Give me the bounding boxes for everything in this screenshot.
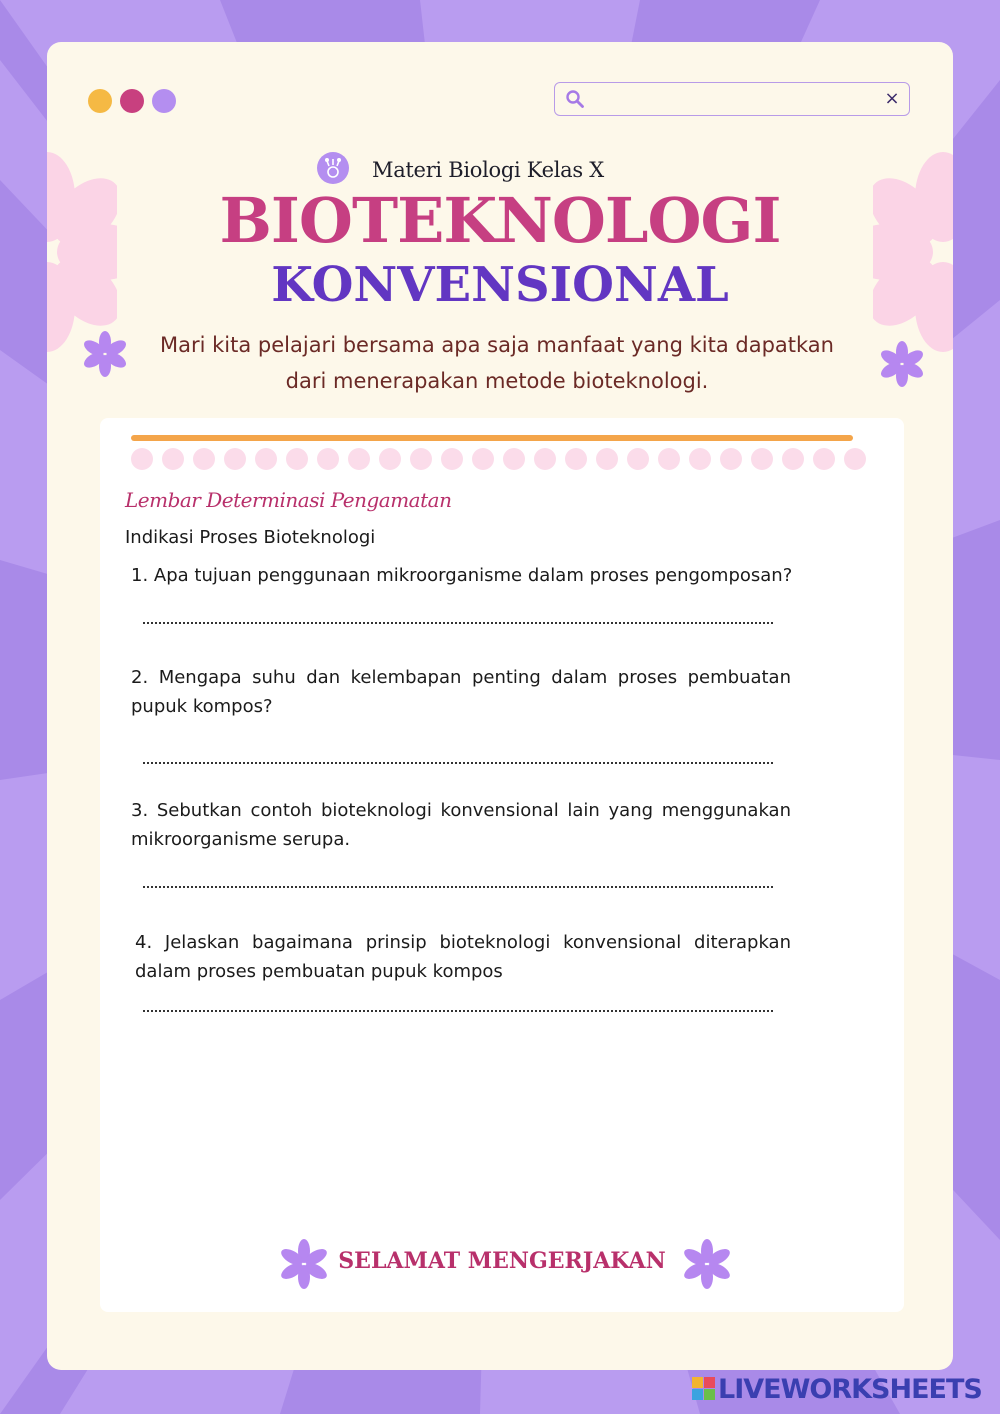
question-2: 2. Mengapa suhu dan kelembapan penting dalam proses pembuatan pupuk kompos? xyxy=(131,667,791,717)
pink-dot xyxy=(224,448,246,470)
answer-input-2[interactable] xyxy=(143,764,773,770)
question-panel xyxy=(100,418,904,1312)
pink-dot xyxy=(813,448,835,470)
window-dots xyxy=(88,89,176,113)
pink-dot xyxy=(658,448,680,470)
pink-dot xyxy=(193,448,215,470)
pink-dot xyxy=(565,448,587,470)
orange-divider xyxy=(131,435,853,441)
pink-dot xyxy=(751,448,773,470)
brand-name: LIVEWORKSHEETS xyxy=(718,1374,982,1405)
pink-dot xyxy=(255,448,277,470)
answer-input-1[interactable] xyxy=(143,624,773,630)
pink-dot xyxy=(534,448,556,470)
pink-dot xyxy=(317,448,339,470)
answer-input-4[interactable] xyxy=(143,1012,773,1018)
close-icon[interactable]: × xyxy=(884,88,900,109)
biotech-icon xyxy=(317,152,349,184)
page-subtitle: KONVENSIONAL xyxy=(271,257,729,313)
pink-dot xyxy=(162,448,184,470)
answer-line-3[interactable] xyxy=(143,880,773,888)
pink-dot xyxy=(379,448,401,470)
question-4: 4. Jelaskan bagaimana prinsip bioteknologi konvensional diterapkan dalam proses pembuatan pupuk kompos xyxy=(135,932,791,982)
intro-text xyxy=(137,327,857,399)
subject-label: Materi Biologi Kelas X xyxy=(372,158,604,182)
answer-line-2[interactable] xyxy=(143,756,773,764)
page-title: BIOTEKNOLOGI xyxy=(219,184,781,257)
pink-dot xyxy=(441,448,463,470)
footer-right-asterisk-icon xyxy=(683,1238,731,1290)
intro-line: dari menerapakan metode bioteknologi. xyxy=(285,369,709,393)
search-bar xyxy=(554,82,910,116)
left-asterisk-icon xyxy=(81,330,129,378)
pink-dot xyxy=(689,448,711,470)
pink-dot-row xyxy=(131,448,871,472)
pink-dot xyxy=(503,448,525,470)
worksheet-card xyxy=(47,42,953,1370)
answer-line-4[interactable] xyxy=(143,1004,773,1012)
liveworksheets-logo-icon xyxy=(692,1377,716,1401)
pink-dot xyxy=(596,448,618,470)
answer-input-3[interactable] xyxy=(143,888,773,894)
search-icon xyxy=(565,89,585,109)
magenta-dot xyxy=(120,89,144,113)
question-1: 1. Apa tujuan penggunaan mikroorganisme dalam proses pengomposan? xyxy=(131,565,793,586)
pink-dot xyxy=(131,448,153,470)
answer-line-1[interactable] xyxy=(143,616,773,624)
pink-dot xyxy=(348,448,370,470)
sheet-title: Lembar Determinasi Pengamatan xyxy=(125,488,452,512)
pink-dot xyxy=(410,448,432,470)
intro-line: Mari kita pelajari bersama apa saja manfaat yang kita dapatkan xyxy=(160,333,834,357)
pink-dot xyxy=(472,448,494,470)
sheet-subtitle: Indikasi Proses Bioteknologi xyxy=(125,527,376,548)
question-3: 3. Sebutkan contoh bioteknologi konvensional lain yang menggunakan mikroorganisme serupa. xyxy=(131,800,791,850)
pink-dot xyxy=(720,448,742,470)
yellow-dot xyxy=(88,89,112,113)
pink-dot xyxy=(627,448,649,470)
pink-dot xyxy=(782,448,804,470)
pink-dot xyxy=(286,448,308,470)
footer-message: SELAMAT MENGERJAKAN xyxy=(338,1248,666,1274)
search-input[interactable] xyxy=(591,87,875,113)
lavender-dot xyxy=(152,89,176,113)
brand-logo[interactable] xyxy=(692,1375,992,1405)
pink-dot xyxy=(844,448,866,470)
right-asterisk-icon xyxy=(878,340,926,388)
